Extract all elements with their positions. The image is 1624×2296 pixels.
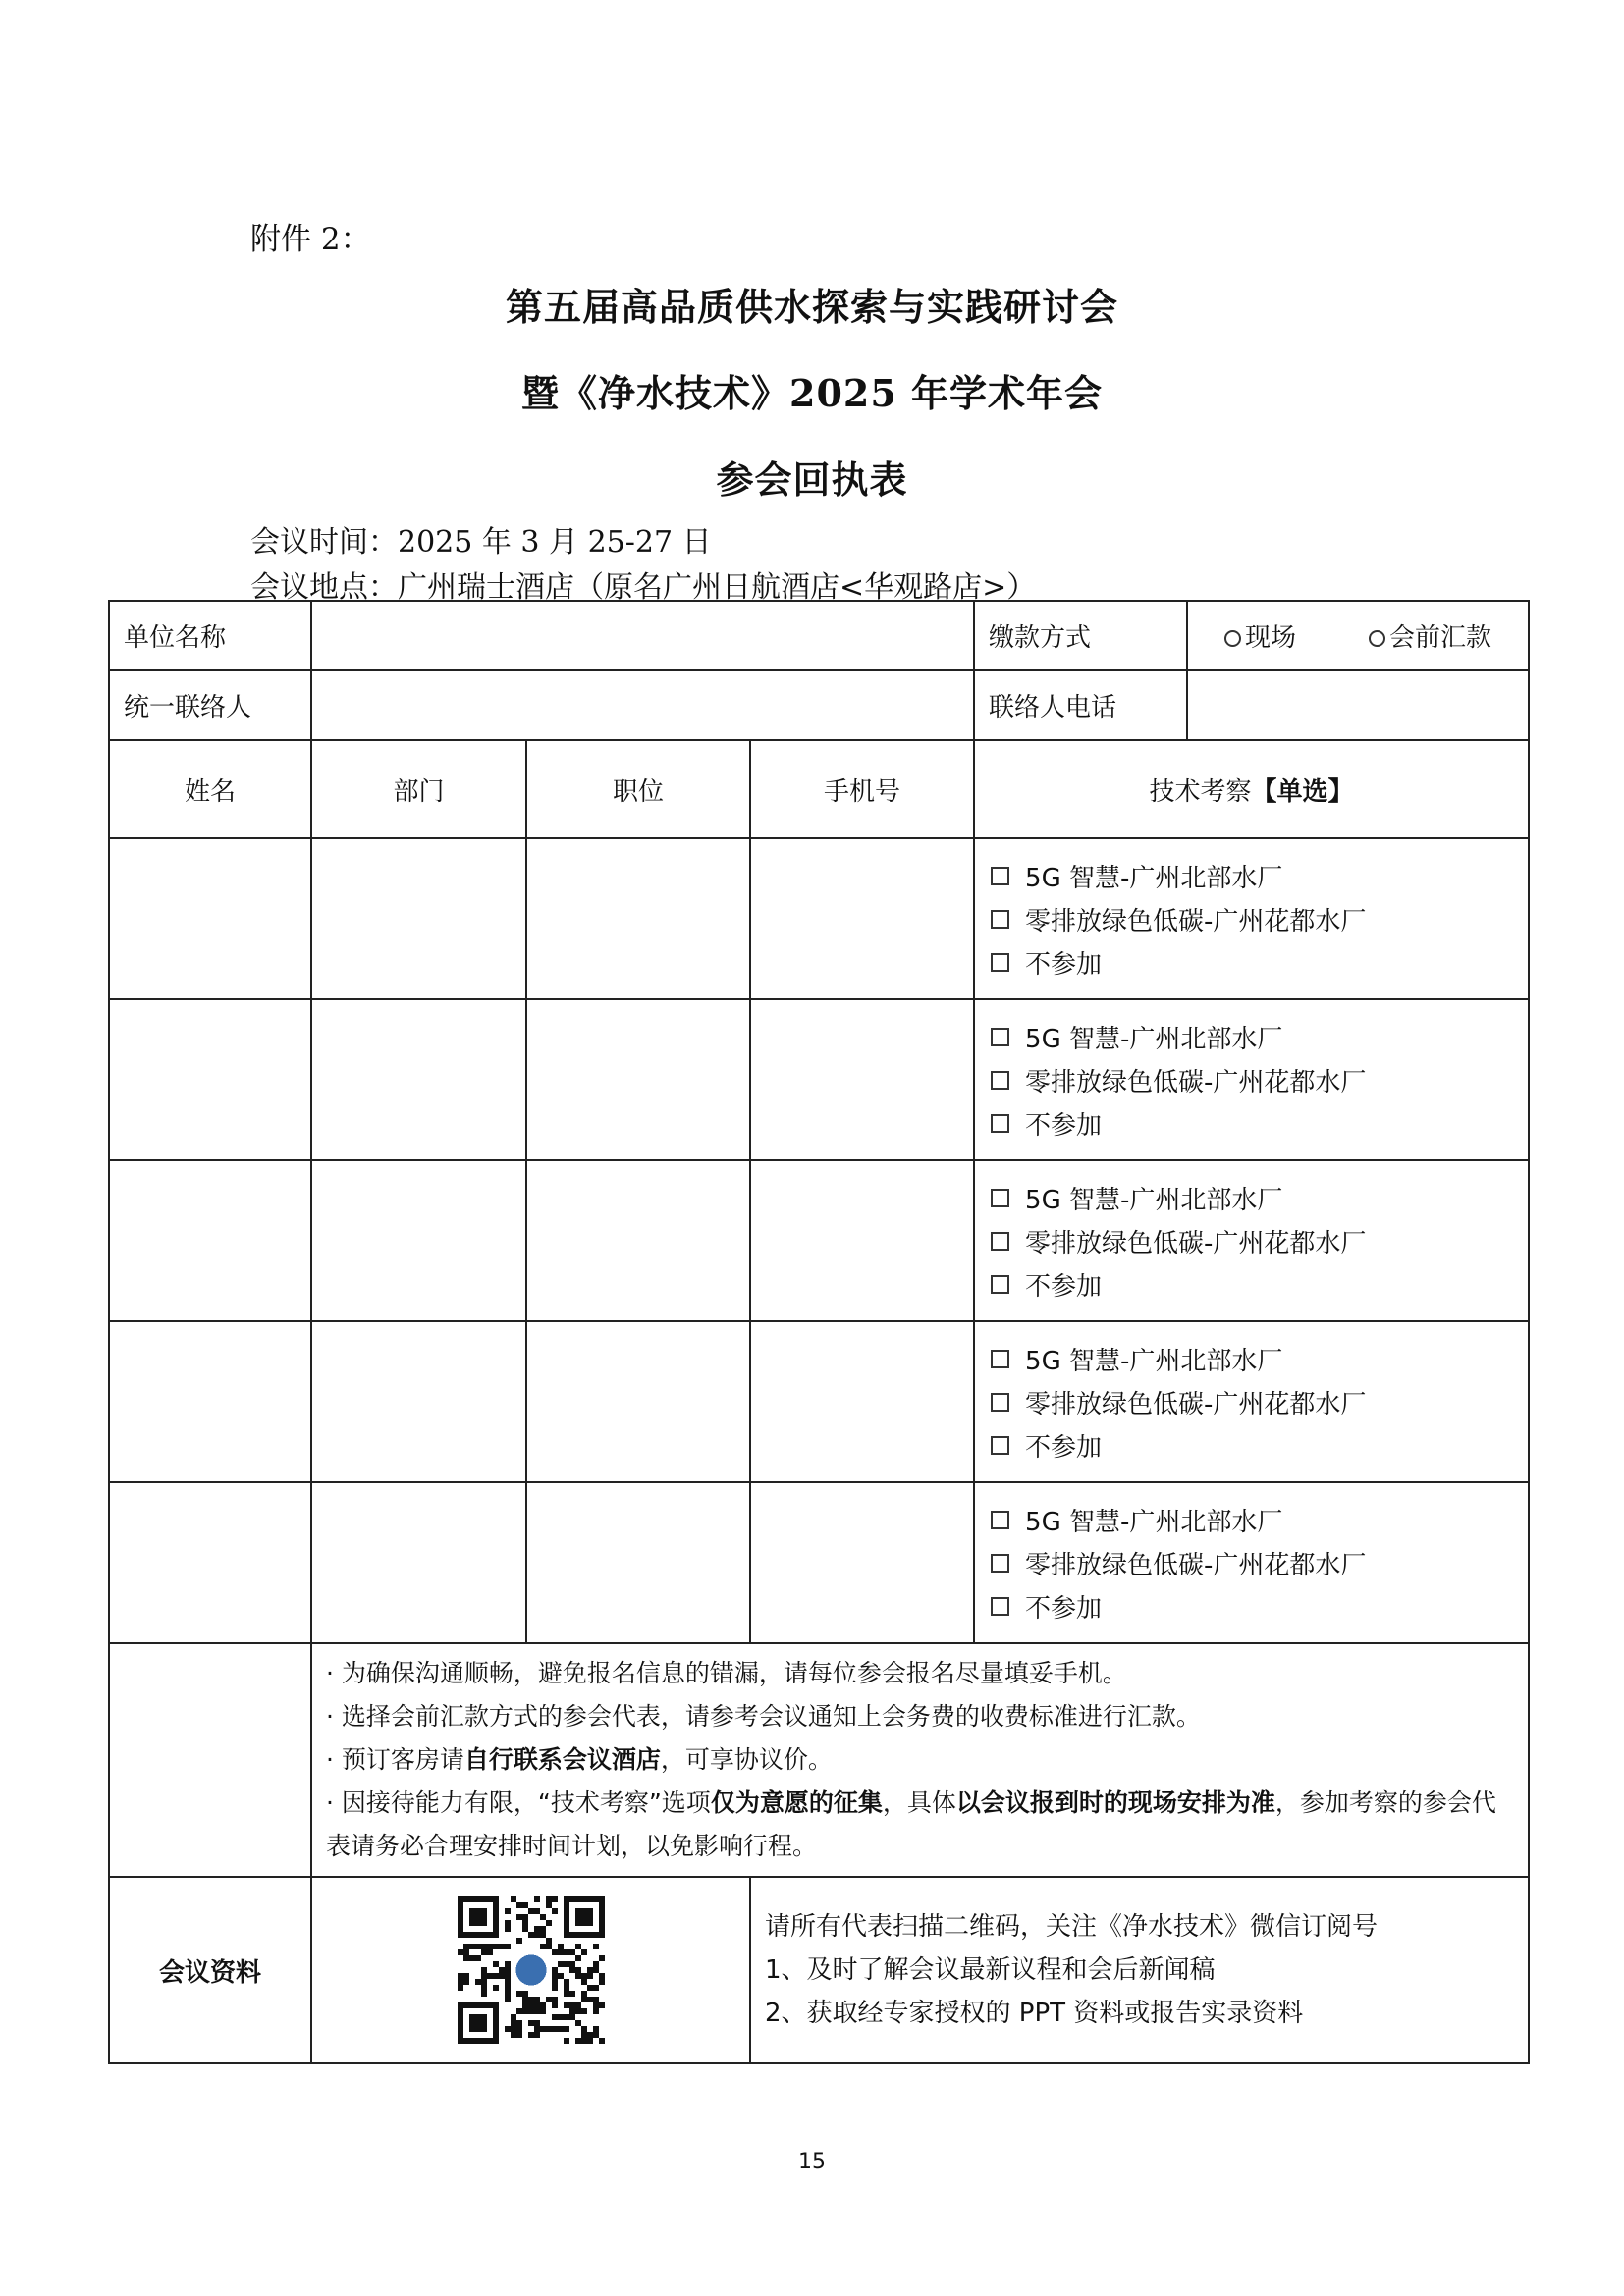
tech-visit-option[interactable] xyxy=(975,1262,1528,1306)
tech-visit-options xyxy=(974,999,1529,1160)
tech-visit-option[interactable] xyxy=(975,1423,1528,1467)
tech-visit-option[interactable] xyxy=(975,940,1528,984)
meeting-place: 会议地点：广州瑞士酒店（原名广州日航酒店<华观路店>） xyxy=(250,570,1037,605)
tech-visit-option-label: 不参加 xyxy=(1025,1593,1103,1624)
title-line-1: 第五届高品质供水探索与实践研讨会 xyxy=(505,285,1118,329)
tech-visit-option[interactable] xyxy=(975,854,1528,897)
header-department: 部门 xyxy=(311,740,526,838)
tech-visit-option[interactable] xyxy=(975,1015,1528,1058)
checkbox-icon xyxy=(991,1436,1009,1455)
materials-label: 会议资料 xyxy=(109,1877,311,2063)
checkbox-icon xyxy=(991,1275,1009,1294)
tech-visit-option-label: 不参加 xyxy=(1025,1432,1103,1463)
checkbox-icon xyxy=(991,1071,1009,1090)
payment-method-label: 缴款方式 xyxy=(974,601,1187,670)
checkbox-icon xyxy=(991,1511,1009,1529)
qr-code-cell xyxy=(311,1877,750,2063)
header-mobile: 手机号 xyxy=(750,740,974,838)
registration-form xyxy=(108,600,1530,2064)
tech-visit-option-label: 零排放绿色低碳-广州花都水厂 xyxy=(1025,1067,1367,1097)
tech-visit-option[interactable] xyxy=(975,1219,1528,1262)
note-4-text-end: ，参加考察的参会代表请务必合理安排时间计划，以免影响行程。 xyxy=(326,1789,1496,1860)
tech-visit-options xyxy=(974,1160,1529,1321)
note-3-text: · 预订客房请 xyxy=(326,1745,464,1774)
contact-row xyxy=(109,670,1529,740)
attendee-row xyxy=(109,1321,1529,1482)
tech-visit-option-label: 不参加 xyxy=(1025,1110,1103,1141)
attendee-row xyxy=(109,999,1529,1160)
tech-visit-option-label: 零排放绿色低碳-广州花都水厂 xyxy=(1025,1228,1367,1258)
tech-visit-option[interactable] xyxy=(975,1101,1528,1145)
attendee-row xyxy=(109,838,1529,999)
checkbox-icon xyxy=(991,1189,1009,1207)
attendee-name-field[interactable] xyxy=(109,999,311,1160)
tech-visit-option[interactable] xyxy=(975,897,1528,940)
contact-phone-field[interactable] xyxy=(1187,670,1529,740)
tech-visit-option[interactable] xyxy=(975,1058,1528,1101)
attendee-department-field[interactable] xyxy=(311,999,526,1160)
unit-name-field[interactable] xyxy=(311,601,974,670)
tech-visit-option[interactable] xyxy=(975,1584,1528,1628)
materials-item-1: 1、及时了解会议最新议程和会后新闻稿 xyxy=(765,1955,1216,1985)
radio-icon xyxy=(1224,630,1241,647)
attendee-position-field[interactable] xyxy=(526,1321,750,1482)
attendee-position-field[interactable] xyxy=(526,838,750,999)
note-4-emphasis-2: 以会议报到时的现场安排为准 xyxy=(955,1789,1275,1817)
tech-visit-single-choice: 【单选】 xyxy=(1251,776,1354,807)
header-tech-visit xyxy=(974,740,1529,838)
attendee-department-field[interactable] xyxy=(311,1160,526,1321)
tech-visit-option[interactable] xyxy=(975,1176,1528,1219)
attendee-row xyxy=(109,1160,1529,1321)
note-1: · 为确保沟通顺畅，避免报名信息的错漏，请每位参会报名尽量填妥手机。 xyxy=(326,1659,1127,1687)
unit-name-label: 单位名称 xyxy=(109,601,311,670)
note-3-emphasis: 自行联系会议酒店 xyxy=(463,1745,661,1774)
note-4 xyxy=(326,1782,1514,1868)
attendee-mobile-field[interactable] xyxy=(750,1482,974,1643)
unit-row xyxy=(109,601,1529,670)
payment-option-label: 会前汇款 xyxy=(1389,623,1492,653)
tech-visit-option-label: 5G 智慧-广州北部水厂 xyxy=(1025,1346,1283,1376)
attendee-department-field[interactable] xyxy=(311,1482,526,1643)
materials-text xyxy=(750,1877,1529,2063)
checkbox-icon xyxy=(991,1597,1009,1616)
tech-visit-option-label: 5G 智慧-广州北部水厂 xyxy=(1025,1024,1283,1054)
note-4-text-mid: ，具体 xyxy=(882,1789,956,1817)
note-3 xyxy=(326,1738,1514,1782)
attendee-mobile-field[interactable] xyxy=(750,838,974,999)
tech-visit-option-label: 5G 智慧-广州北部水厂 xyxy=(1025,1507,1283,1537)
tech-visit-option-label: 不参加 xyxy=(1025,949,1103,980)
attendee-department-field[interactable] xyxy=(311,838,526,999)
tech-visit-option[interactable] xyxy=(975,1337,1528,1380)
attachment-label: 附件 2： xyxy=(250,222,371,257)
note-2: · 选择会前汇款方式的参会代表，请参考会议通知上会务费的收费标准进行汇款。 xyxy=(326,1702,1201,1731)
payment-option-prepay[interactable] xyxy=(1369,617,1491,654)
tech-visit-option[interactable] xyxy=(975,1380,1528,1423)
tech-visit-option[interactable] xyxy=(975,1498,1528,1541)
attendee-name-field[interactable] xyxy=(109,1160,311,1321)
note-4-text: · 因接待能力有限，“技术考察”选项 xyxy=(326,1789,711,1817)
tech-visit-options xyxy=(974,1482,1529,1643)
meeting-time: 会议时间：2025 年 3 月 25-27 日 xyxy=(250,525,712,560)
checkbox-icon xyxy=(991,953,1009,972)
checkbox-icon xyxy=(991,1232,1009,1251)
checkbox-icon xyxy=(991,867,1009,885)
checkbox-icon xyxy=(991,1393,1009,1412)
radio-icon xyxy=(1369,630,1385,647)
checkbox-icon xyxy=(991,1114,1009,1133)
tech-visit-option-label: 5G 智慧-广州北部水厂 xyxy=(1025,863,1283,893)
attendee-position-field[interactable] xyxy=(526,1482,750,1643)
header-position: 职位 xyxy=(526,740,750,838)
attendee-name-field[interactable] xyxy=(109,838,311,999)
attendee-mobile-field[interactable] xyxy=(750,999,974,1160)
contact-person-label: 统一联络人 xyxy=(109,670,311,740)
note-3-text-end: ，可享协议价。 xyxy=(660,1745,833,1774)
contact-phone-label: 联络人电话 xyxy=(974,670,1187,740)
notes-blank-cell xyxy=(109,1643,311,1877)
note-4-emphasis-1: 仅为意愿的征集 xyxy=(710,1789,883,1817)
title-line-2: 暨《净水技术》2025 年学术年会 xyxy=(521,371,1103,415)
attendee-mobile-field[interactable] xyxy=(750,1321,974,1482)
tech-visit-option[interactable] xyxy=(975,1541,1528,1584)
tech-visit-option-label: 零排放绿色低碳-广州花都水厂 xyxy=(1025,1389,1367,1419)
wechat-qr-code-icon[interactable] xyxy=(458,1896,605,2044)
page-number: 15 xyxy=(798,2150,826,2174)
checkbox-icon xyxy=(991,910,1009,929)
tech-visit-option-label: 5G 智慧-广州北部水厂 xyxy=(1025,1185,1283,1215)
payment-option-label: 现场 xyxy=(1245,623,1297,653)
header-name: 姓名 xyxy=(109,740,311,838)
tech-visit-label: 技术考察 xyxy=(1149,776,1252,807)
materials-item-2: 2、获取经专家授权的 PPT 资料或报告实录资料 xyxy=(765,1999,1304,2028)
tech-visit-option-label: 零排放绿色低碳-广州花都水厂 xyxy=(1025,1550,1367,1580)
tech-visit-options xyxy=(974,1321,1529,1482)
materials-row xyxy=(109,1877,1529,2063)
attendee-name-field[interactable] xyxy=(109,1321,311,1482)
tech-visit-option-label: 不参加 xyxy=(1025,1271,1103,1302)
checkbox-icon xyxy=(991,1350,1009,1368)
attendee-position-field[interactable] xyxy=(526,1160,750,1321)
checkbox-icon xyxy=(991,1554,1009,1573)
contact-person-field[interactable] xyxy=(311,670,974,740)
payment-method-options xyxy=(1187,601,1529,670)
notes-row xyxy=(109,1643,1529,1877)
checkbox-icon xyxy=(991,1028,1009,1046)
title-line-3: 参会回执表 xyxy=(716,457,908,502)
attendee-department-field[interactable] xyxy=(311,1321,526,1482)
materials-intro: 请所有代表扫描二维码，关注《净水技术》微信订阅号 xyxy=(765,1912,1379,1942)
notes-cell xyxy=(311,1643,1529,1877)
attendee-position-field[interactable] xyxy=(526,999,750,1160)
payment-option-onsite[interactable] xyxy=(1224,617,1296,654)
attendee-row xyxy=(109,1482,1529,1643)
header-row xyxy=(109,740,1529,838)
tech-visit-options xyxy=(974,838,1529,999)
tech-visit-option-label: 零排放绿色低碳-广州花都水厂 xyxy=(1025,906,1367,936)
attendee-mobile-field[interactable] xyxy=(750,1160,974,1321)
attendee-name-field[interactable] xyxy=(109,1482,311,1643)
